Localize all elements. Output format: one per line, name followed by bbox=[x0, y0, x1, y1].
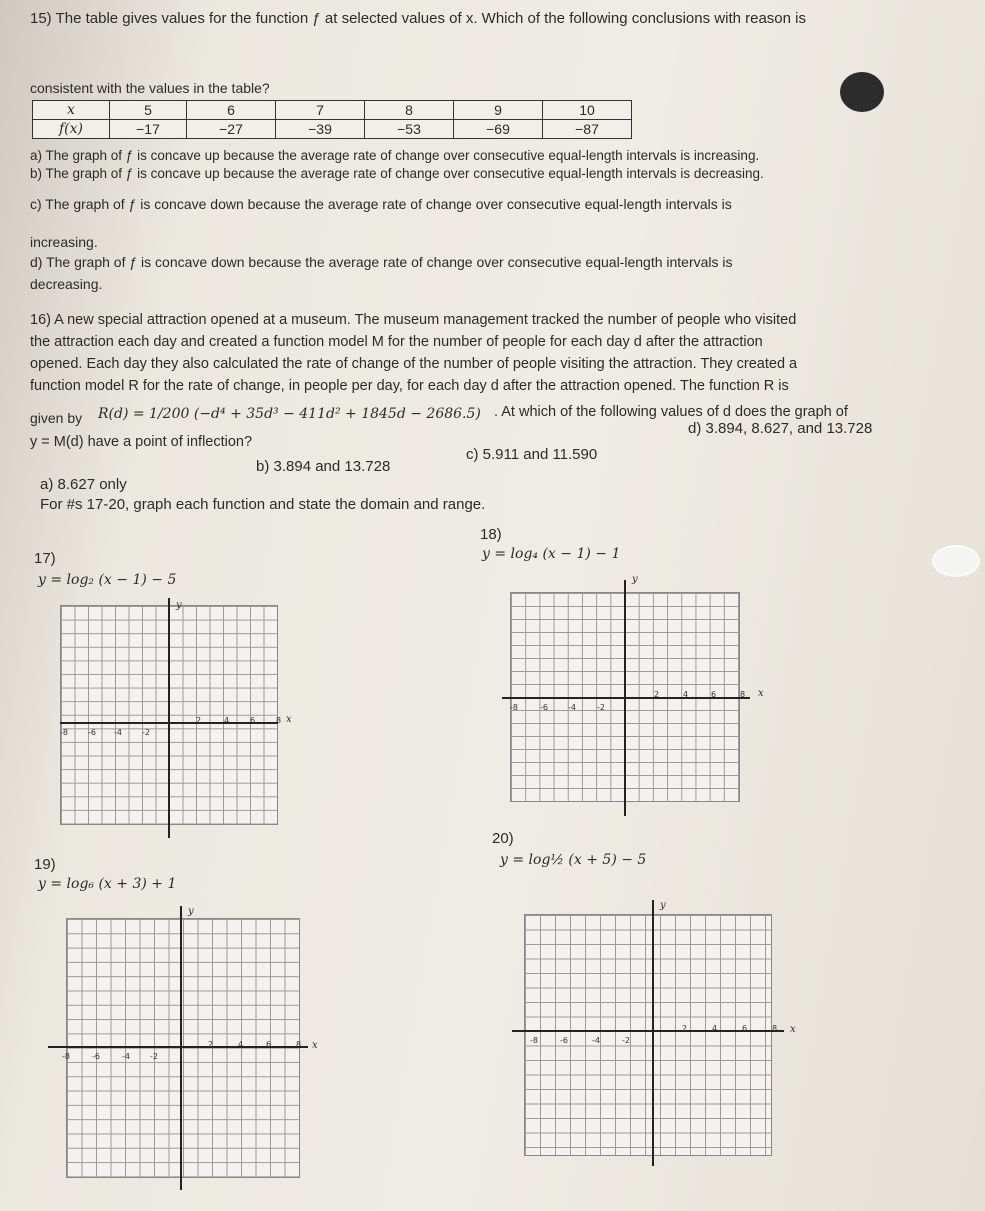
table-cell: x bbox=[33, 101, 110, 120]
tick-label: 2 bbox=[196, 716, 202, 725]
table-cell: 9 bbox=[454, 101, 543, 120]
tick-label: -6 bbox=[560, 1036, 568, 1045]
tick-label: 2 bbox=[682, 1024, 688, 1033]
table-cell: 5 bbox=[110, 101, 187, 120]
tick-label: 8 bbox=[296, 1040, 302, 1049]
table-row-x bbox=[33, 101, 632, 120]
q19-equation: y = log₆ (x + 3) + 1 bbox=[38, 876, 177, 892]
q15-option-c-cont: increasing. bbox=[30, 234, 98, 250]
tick-label: 4 bbox=[712, 1024, 718, 1033]
q18-equation: y = log₄ (x − 1) − 1 bbox=[482, 546, 621, 562]
tick-label: 2 bbox=[654, 690, 660, 699]
tick-label: -4 bbox=[114, 728, 122, 737]
q16-option-c[interactable]: c) 5.911 and 11.590 bbox=[466, 446, 598, 463]
table-cell: 10 bbox=[543, 101, 632, 120]
q16-formula: R(d) = 1/200 (−d⁴ + 35d³ − 411d² + 1845d − 2686.5) bbox=[98, 406, 481, 422]
tick-label: 8 bbox=[740, 690, 746, 699]
tick-label: -2 bbox=[150, 1052, 158, 1061]
tick-label: -6 bbox=[92, 1052, 100, 1061]
q15-option-d-cont: decreasing. bbox=[30, 276, 103, 292]
tick-label: -8 bbox=[510, 703, 518, 712]
y-axis-label: y bbox=[176, 600, 182, 611]
q16-line4: function model R for the rate of change, in people per day, for each day d after the attraction opened. The function R is bbox=[30, 378, 789, 394]
table-cell: 7 bbox=[276, 101, 365, 120]
q15-option-c[interactable]: c) The graph of ƒ is concave down because the average rate of change over consecutive equal-length intervals is bbox=[30, 196, 732, 212]
tick-label: -2 bbox=[622, 1036, 630, 1045]
tick-label: 4 bbox=[238, 1040, 244, 1049]
q20-equation: y = log½ (x + 5) − 5 bbox=[500, 852, 647, 868]
q16-line2: the attraction each day and created a function model M for the number of people for each day d after the attraction bbox=[30, 334, 763, 350]
function-table bbox=[32, 100, 632, 139]
tick-label: -2 bbox=[142, 728, 150, 737]
tick-label: 8 bbox=[276, 716, 282, 725]
q16-option-b[interactable]: b) 3.894 and 13.728 bbox=[256, 458, 391, 475]
tick-label: -4 bbox=[568, 703, 576, 712]
tick-label: -8 bbox=[530, 1036, 538, 1045]
y-axis-label: y bbox=[632, 574, 638, 585]
table-cell: −53 bbox=[365, 120, 454, 139]
q15-option-d[interactable]: d) The graph of ƒ is concave down because the average rate of change over consecutive equal-length intervals is bbox=[30, 254, 733, 270]
table-cell: f(x) bbox=[33, 120, 110, 139]
q16-line3: opened. Each day they also calculated the rate of change of the number of people visiting the attraction. They created a bbox=[30, 356, 798, 372]
hole-punch-icon bbox=[932, 545, 980, 577]
tick-label: 6 bbox=[711, 690, 717, 699]
tick-label: -6 bbox=[540, 703, 548, 712]
q15-option-b[interactable]: b) The graph of ƒ is concave up because the average rate of change over consecutive equal-length intervals is decreasing. bbox=[30, 166, 764, 181]
y-axis-label: y bbox=[660, 900, 666, 911]
shadow-icon bbox=[840, 72, 884, 112]
tick-label: -4 bbox=[592, 1036, 600, 1045]
q17-equation: y = log₂ (x − 1) − 5 bbox=[38, 572, 177, 588]
q18-number: 18) bbox=[480, 526, 502, 543]
q16-line5-suffix: . At which of the following values of d does the graph of bbox=[494, 404, 848, 420]
table-cell: −27 bbox=[187, 120, 276, 139]
table-row-fx bbox=[33, 120, 632, 139]
q16-option-d[interactable]: d) 3.894, 8.627, and 13.728 bbox=[688, 420, 873, 437]
tick-label: -2 bbox=[597, 703, 605, 712]
x-axis-label: x bbox=[312, 1040, 318, 1051]
q16-line1: 16) A new special attraction opened at a museum. The museum management tracked the number of people who visited bbox=[30, 312, 797, 328]
x-axis-label: x bbox=[286, 714, 292, 725]
tick-label: 4 bbox=[224, 716, 230, 725]
q15-option-a[interactable]: a) The graph of ƒ is concave up because the average rate of change over consecutive equal-length intervals is increasing. bbox=[30, 148, 760, 163]
q16-given-by: given by bbox=[30, 410, 83, 426]
graphing-instructions: For #s 17-20, graph each function and state the domain and range. bbox=[40, 496, 486, 513]
tick-label: -8 bbox=[60, 728, 68, 737]
table-cell: 8 bbox=[365, 101, 454, 120]
table-cell: −39 bbox=[276, 120, 365, 139]
tick-label: 4 bbox=[683, 690, 689, 699]
tick-label: 6 bbox=[742, 1024, 748, 1033]
table-cell: −69 bbox=[454, 120, 543, 139]
tick-label: 6 bbox=[266, 1040, 272, 1049]
q20-number: 20) bbox=[492, 830, 514, 847]
q19-number: 19) bbox=[34, 856, 56, 873]
tick-label: 8 bbox=[772, 1024, 778, 1033]
tick-label: 6 bbox=[250, 716, 256, 725]
tick-label: 2 bbox=[208, 1040, 214, 1049]
x-axis-label: x bbox=[758, 688, 764, 699]
tick-label: -8 bbox=[62, 1052, 70, 1061]
table-cell: 6 bbox=[187, 101, 276, 120]
q16-line6: y = M(d) have a point of inflection? bbox=[30, 434, 253, 450]
tick-label: -4 bbox=[122, 1052, 130, 1061]
tick-label: -6 bbox=[88, 728, 96, 737]
q16-option-a[interactable]: a) 8.627 only bbox=[40, 476, 127, 493]
y-axis-label: y bbox=[188, 906, 194, 917]
q15-prompt-line1: 15) The table gives values for the function ƒ at selected values of x. Which of the following conclusions with reason is bbox=[30, 10, 806, 27]
q17-number: 17) bbox=[34, 550, 56, 567]
q15-prompt-line2: consistent with the values in the table? bbox=[30, 80, 270, 96]
table-cell: −17 bbox=[110, 120, 187, 139]
table-cell: −87 bbox=[543, 120, 632, 139]
x-axis-label: x bbox=[790, 1024, 796, 1035]
